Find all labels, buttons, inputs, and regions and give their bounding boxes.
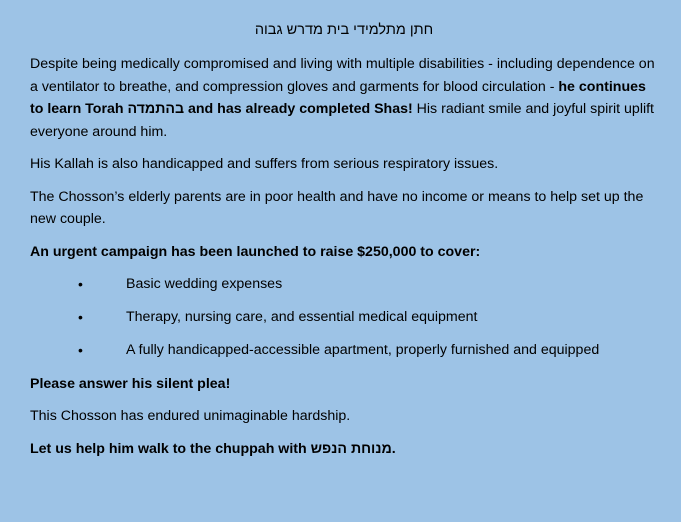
hebrew-word: בהתמדה (127, 101, 185, 117)
campaign-bullet-list (30, 273, 662, 362)
highlight-text: he continues to learn Torah (30, 78, 646, 117)
hebrew-phrase: מנוחת הנפש (310, 440, 392, 457)
hardship-line: This Chosson has endured unimaginable hardship. (30, 408, 351, 424)
paragraph-parents: The Chosson’s elderly parents are in poor health and have no income or means to help set up the new couple. (30, 188, 644, 227)
closing-line (30, 438, 662, 461)
bullet-item (30, 339, 662, 362)
plea-line: Please answer his silent plea! (30, 375, 231, 392)
campaign-heading: An urgent campaign has been launched to raise $250,000 to cover: (30, 243, 481, 260)
bullet-text: Basic wedding expenses (126, 276, 283, 292)
paragraph-text: Despite being medically compromised and living with multiple disabilities - including dependence on a ventilator to breathe, and compression gloves and garments for blood circulation - (30, 56, 655, 95)
closing-text: . (391, 440, 396, 457)
highlight-text: and has already completed Shas! (184, 101, 413, 117)
bullet-item (30, 273, 662, 296)
bullet-text: A fully handicapped-accessible apartment, properly furnished and equipped (126, 342, 600, 358)
document-body (30, 20, 662, 470)
paragraph-kallah: His Kallah is also handicapped and suffers from serious respiratory issues. (30, 156, 499, 172)
paragraph-medical-condition (30, 53, 662, 143)
bullet-text: Therapy, nursing care, and essential medical equipment (126, 309, 478, 325)
bullet-icon: • (78, 276, 83, 292)
bullet-icon: • (78, 342, 83, 358)
paragraph-text: His radiant smile and joyful spirit uplift everyone around him. (30, 101, 655, 140)
bullet-item (30, 306, 662, 329)
document-title: חתן מתלמידי בית מדרש גבוה (254, 22, 434, 38)
bullet-icon: • (78, 309, 83, 325)
closing-text: Let us help him walk to the chuppah with (30, 440, 311, 457)
